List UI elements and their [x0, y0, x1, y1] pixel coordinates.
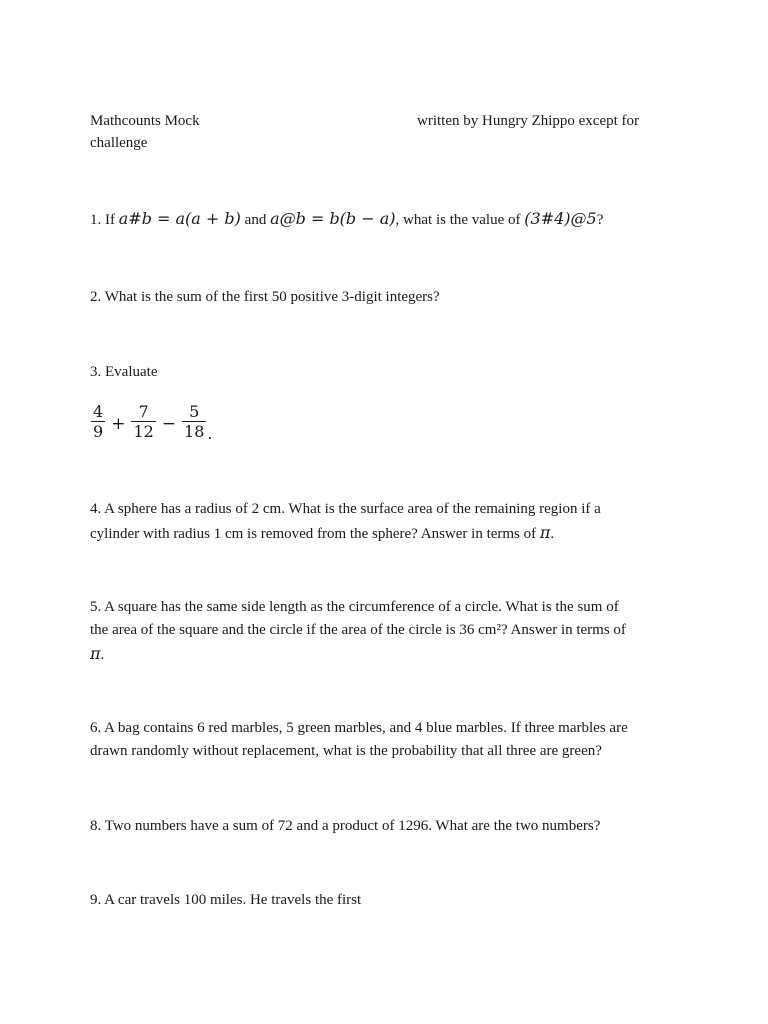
- fraction-2-numerator: 7: [138, 402, 149, 421]
- question-3-expression: [90, 398, 213, 446]
- question-8: 8. Two numbers have a sum of 72 and a product of 1296. What are the two numbers?: [90, 818, 601, 834]
- question-6-line-2: drawn randomly without replacement, what is the probability that all three are green?: [90, 743, 602, 759]
- question-5-period: .: [100, 647, 105, 663]
- question-4-line-2-text: cylinder with radius 1 cm is removed from the sphere? Answer in terms of: [90, 526, 540, 542]
- question-4: [90, 498, 690, 546]
- question-1-target-expression: (3#4)@5: [524, 209, 597, 228]
- fraction-3-numerator: 5: [189, 402, 200, 421]
- question-1-prefix: 1. If: [90, 212, 119, 228]
- question-1-expression-hash: a#b = a(a + b): [118, 209, 241, 228]
- fraction-2-denominator: 12: [133, 422, 154, 441]
- question-9: 9. A car travels 100 miles. He travels the first: [90, 892, 362, 908]
- question-5-line-3: [90, 642, 690, 667]
- question-4-line-1: 4. A sphere has a radius of 2 cm. What is the surface area of the remaining region if a: [90, 501, 601, 517]
- question-5-line-2: the area of the square and the circle if the area of the circle is 36 cm²? Answer in terms of: [90, 622, 626, 638]
- header-author-continued: challenge: [90, 135, 148, 151]
- pi-symbol: π: [90, 644, 101, 663]
- header-author: written by Hungry Zhippo except for: [417, 113, 640, 129]
- question-4-line-2: [90, 521, 690, 546]
- fraction-1: [91, 402, 105, 442]
- question-4-period: .: [550, 526, 555, 542]
- fraction-3-denominator: 18: [184, 422, 205, 441]
- plus-operator: +: [111, 414, 126, 434]
- header-title: Mathcounts Mock: [90, 113, 200, 129]
- pi-symbol: π: [539, 523, 551, 542]
- expression-period: .: [207, 424, 213, 443]
- question-6: [90, 717, 690, 763]
- question-2: 2. What is the sum of the first 50 positive 3-digit integers?: [90, 289, 440, 305]
- fraction-1-denominator: 9: [93, 422, 104, 441]
- question-1-and: and: [240, 212, 271, 228]
- fraction-2: [131, 402, 155, 442]
- question-1-suffix: ?: [596, 212, 604, 228]
- question-1-mid: , what is the value of: [395, 212, 525, 228]
- question-5: [90, 596, 690, 667]
- question-1-expression-at: a@b = b(b − a): [270, 209, 396, 228]
- fraction-3: [182, 402, 206, 442]
- document-header: [90, 110, 690, 156]
- minus-operator: −: [161, 414, 177, 434]
- question-6-line-1: 6. A bag contains 6 red marbles, 5 green marbles, and 4 blue marbles. If three marbles are: [90, 720, 628, 736]
- question-3-label: 3. Evaluate: [90, 364, 158, 380]
- fraction-1-numerator: 4: [93, 402, 104, 421]
- question-5-line-1: 5. A square has the same side length as the circumference of a circle. What is the sum of: [90, 599, 619, 615]
- question-1: [90, 207, 690, 232]
